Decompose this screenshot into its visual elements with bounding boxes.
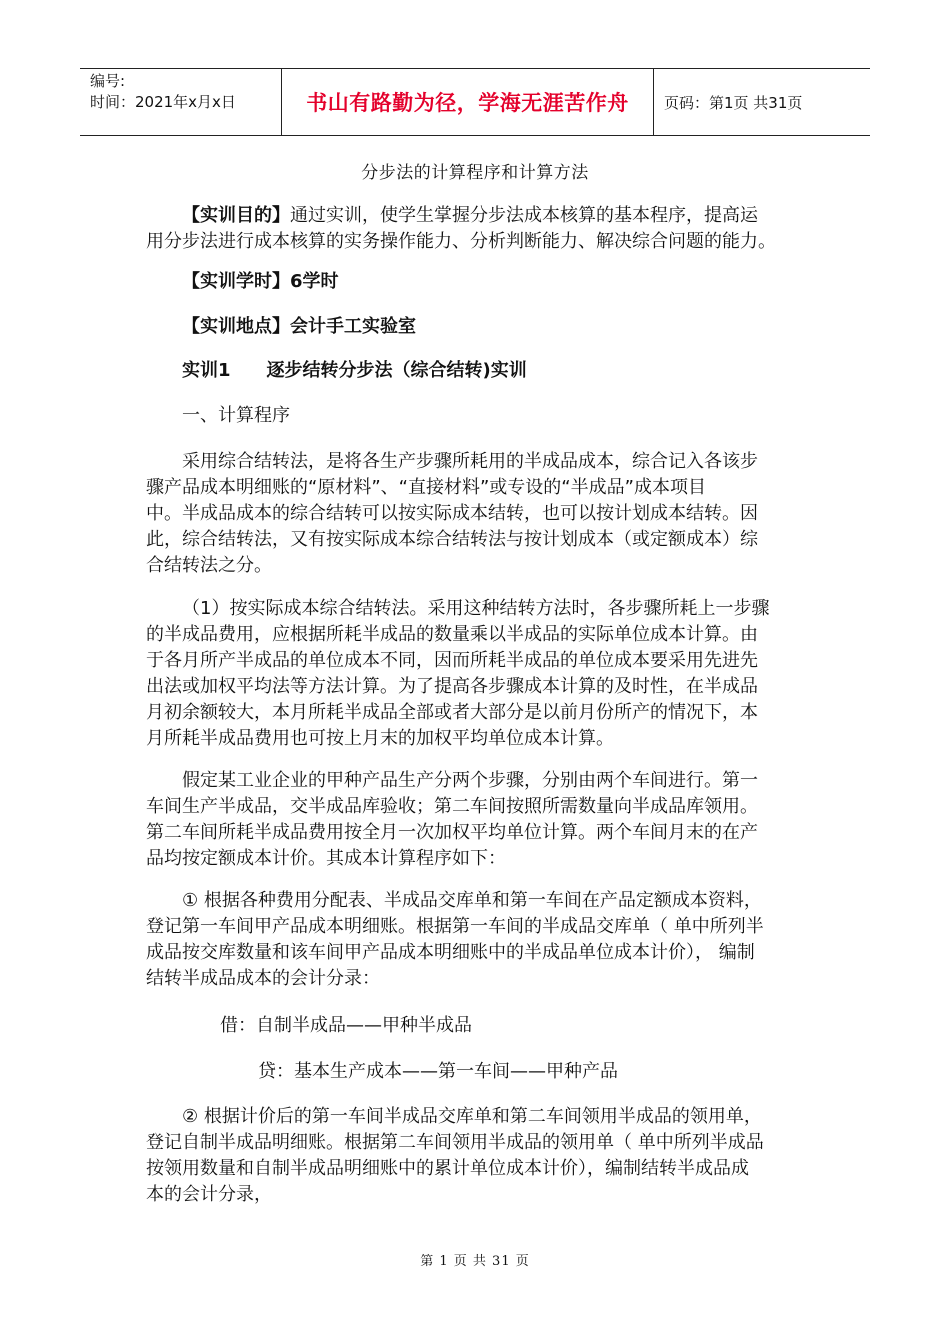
paragraph-3 xyxy=(146,768,806,872)
para1-line: 中。半成品成本的综合结转可以按实际成本结转，也可以按计划成本结转。因 xyxy=(146,503,758,524)
para1-line: 合结转法之分。 xyxy=(146,555,272,576)
para2-line: （1）按实际成本综合结转法。采用这种结转方法时，各步骤所耗上一步骤 xyxy=(182,598,770,619)
purpose-line-1: 通过实训，使学生掌握分步法成本核算的基本程序，提高运 xyxy=(290,205,758,226)
date-label: 时间：2021年x月x日 xyxy=(90,93,236,111)
journal-entry-credit: 贷：基本生产成本——第一车间——甲种产品 xyxy=(258,1061,618,1082)
number-label: 编号: xyxy=(90,72,126,90)
paragraph-1 xyxy=(146,449,806,579)
page-header xyxy=(80,68,870,136)
para3-line: 品均按定额成本计价。其成本计算程序如下： xyxy=(146,848,506,869)
para4-line: 登记第一车间甲产品成本明细账。根据第一车间的半成品交库单（ 单中所列半 xyxy=(146,916,764,937)
para2-line: 的半成品费用，应根据所耗半成品的数量乘以半成品的实际单位成本计算。由 xyxy=(146,624,758,645)
para4-line: ① 根据各种费用分配表、半成品交库单和第一车间在产品定额成本资料， xyxy=(182,890,762,911)
para3-line: 假定某工业企业的甲种产品生产分两个步骤，分别由两个车间进行。第一 xyxy=(182,770,758,791)
para5-line: ② 根据计价后的第一车间半成品交库单和第二车间领用半成品的领用单， xyxy=(182,1106,762,1127)
location-line: 【实训地点】会计手工实验室 xyxy=(182,316,416,337)
para2-line: 出法或加权平均法等方法计算。为了提高各步骤成本计算的及时性，在半成品 xyxy=(146,676,758,697)
para3-line: 车间生产半成品，交半成品库验收；第二车间按照所需数量向半成品库领用。 xyxy=(146,796,758,817)
page-footer: 第 1 页 共 31 页 xyxy=(420,1254,530,1269)
header-meta xyxy=(80,69,282,135)
para2-line: 月初余额较大，本月所耗半成品全部或者大部分是以前月份所产的情况下，本 xyxy=(146,702,758,723)
section-heading: 实训1 逐步结转分步法（综合结转)实训 xyxy=(182,360,527,381)
header-motto: 书山有路勤为径，学海无涯苦作舟 xyxy=(282,69,654,135)
para1-line: 采用综合结转法，是将各生产步骤所耗用的半成品成本，综合记入各该步 xyxy=(182,451,758,472)
paragraph-4 xyxy=(146,888,806,992)
para4-line: 成品按交库数量和该车间甲产品成本明细账中的半成品单位成本计价）， 编制 xyxy=(146,942,755,963)
para5-line: 本的会计分录， xyxy=(146,1184,272,1205)
para4-line: 结转半成品成本的会计分录： xyxy=(146,968,380,989)
para2-line: 于各月所产半成品的单位成本不同，因而所耗半成品的单位成本要采用先进先 xyxy=(146,650,758,671)
para2-line: 月所耗半成品费用也可按上月末的加权平均单位成本计算。 xyxy=(146,728,614,749)
para5-line: 登记自制半成品明细账。根据第二车间领用半成品的领用单（ 单中所列半成品 xyxy=(146,1132,764,1153)
purpose-paragraph xyxy=(146,203,806,255)
para3-line: 第二车间所耗半成品费用按全月一次加权平均单位计算。两个车间月末的在产 xyxy=(146,822,758,843)
para1-line: 此，综合结转法，又有按实际成本综合结转法与按计划成本（或定额成本）综 xyxy=(146,529,758,550)
hours-line: 【实训学时】6学时 xyxy=(182,271,339,292)
purpose-label: 【实训目的】 xyxy=(182,205,290,226)
para1-line: 骤产品成本明细账的“原材料”、“直接材料”或专设的“半成品”成本项目 xyxy=(146,477,706,498)
header-page-info: 页码：第1页 共31页 xyxy=(664,93,803,112)
purpose-line-2: 用分步法进行成本核算的实务操作能力、分析判断能力、解决综合问题的能力。 xyxy=(146,231,776,252)
subsection-heading: 一、计算程序 xyxy=(182,405,290,426)
journal-entry-debit: 借：自制半成品——甲种半成品 xyxy=(220,1015,472,1036)
paragraph-5 xyxy=(146,1104,806,1208)
para5-line: 按领用数量和自制半成品明细账中的累计单位成本计价），编制结转半成品成 xyxy=(146,1158,749,1179)
paragraph-2 xyxy=(146,596,806,752)
document-title: 分步法的计算程序和计算方法 xyxy=(361,163,589,183)
